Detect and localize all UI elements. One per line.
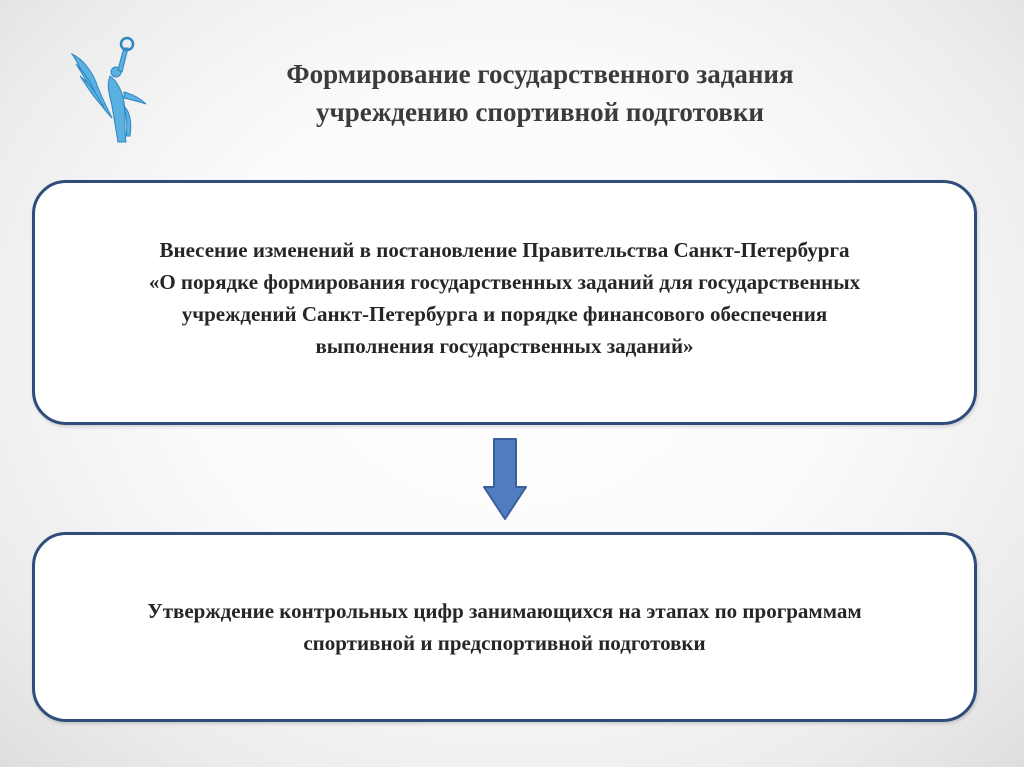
step-text-line: Утверждение контрольных цифр занимающихся на этапах по программам [147, 599, 862, 623]
step-box-decree-amendment [32, 180, 977, 425]
arrow-down-icon [482, 437, 528, 521]
step-text [147, 595, 861, 659]
step-text-line: выполнения государственных заданий» [315, 333, 694, 358]
slide-title-line: Формирование государственного задания [286, 59, 794, 89]
step-box-control-figures [32, 532, 977, 722]
step-text-line: Внесение изменений в постановление Правительства Санкт-Петербурга [159, 237, 850, 262]
step-text [149, 234, 860, 362]
winged-figure-emblem-icon [66, 36, 158, 146]
slide-title [200, 55, 880, 131]
step-text-line: спортивной и предспортивной подготовки [303, 631, 706, 655]
slide-title-line: учреждению спортивной подготовки [315, 97, 764, 127]
step-text-line: учреждений Санкт-Петербурга и порядке финансового обеспечения [181, 301, 828, 326]
step-text-line: «О порядке формирования государственных заданий для государственных [148, 269, 861, 294]
